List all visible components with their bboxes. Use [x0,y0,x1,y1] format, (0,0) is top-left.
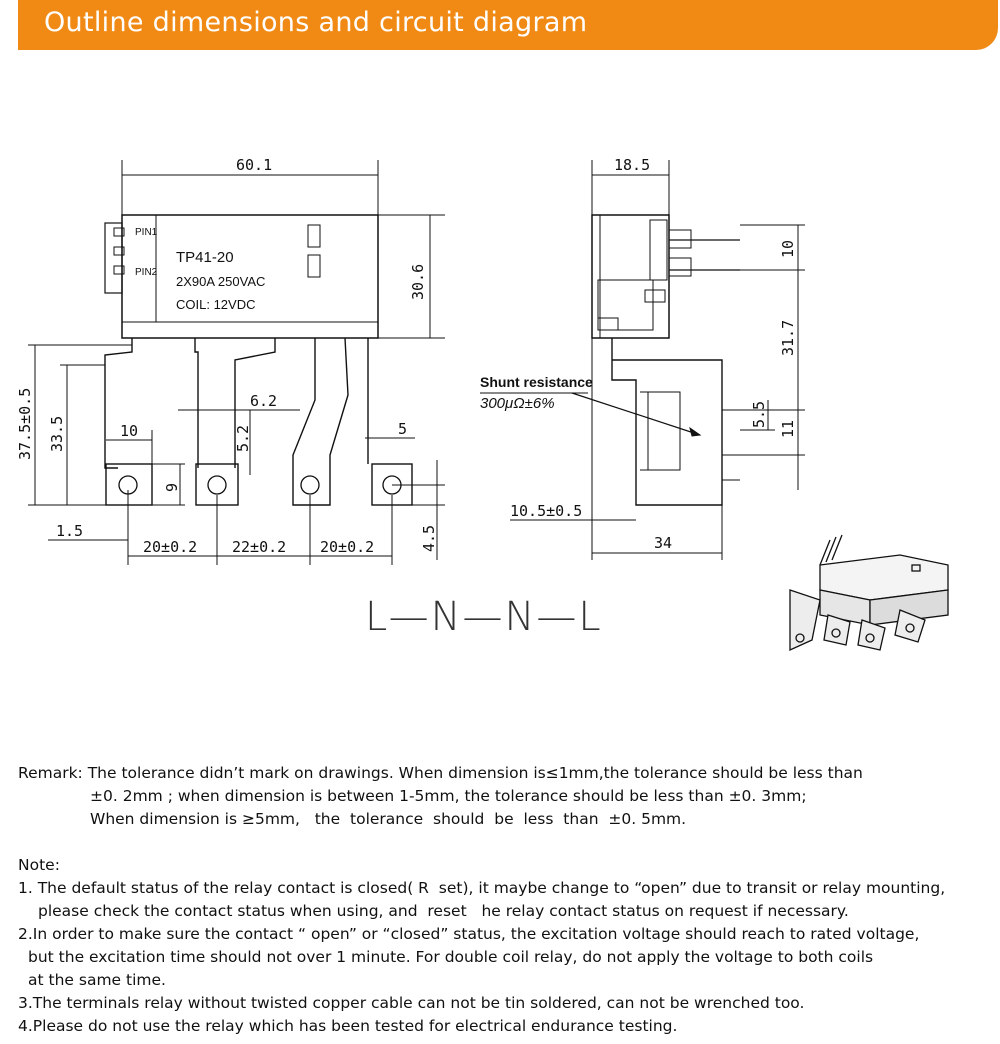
notes-heading: Note: [18,856,60,874]
shunt-label: Shunt resistance [480,374,593,390]
dim-pitch-3: 20±0.2 [320,538,375,556]
dim-33-5: 33.5 [48,415,66,452]
relay-3d-sketch [790,535,948,650]
pin1-label: PIN1 [135,227,158,238]
dim-37-5: 37.5±0.5 [16,387,34,460]
dim-10-side: 10 [779,239,797,258]
dim-34: 34 [654,534,673,552]
side-terminal [612,338,722,505]
dim-4-5: 4.5 [420,524,438,552]
note-2a: 2.In order to make sure the contact “ open” or “closed” status, the excitation voltage should reach to rated voltage, [18,925,920,943]
dim-9: 9 [163,482,181,492]
dim-pitch-1: 20±0.2 [143,538,198,556]
dim-5-5: 5.5 [750,400,768,428]
circuit-label: L—N—N—L [365,594,603,640]
dim-pitch-2: 22±0.2 [232,538,287,556]
terminal-1 [106,464,152,505]
side-body [592,215,669,338]
note-1b: please check the contact status when using, and reset he relay contact status on request if necessary. [38,902,849,920]
dim-10-front: 10 [120,422,139,440]
remark-line-2: ±0. 2mm ; when dimension is between 1-5mm, the tolerance should be less than ±0. 3mm; [90,787,807,805]
dim-6-2: 6.2 [250,392,278,410]
remark-line-1: Remark: The tolerance didn’t mark on drawings. When dimension is≤1mm,the tolerance should be less than [18,764,863,782]
remark-line-3: When dimension is ≥5mm, the tolerance should be less than ±0. 5mm. [90,810,687,828]
note-2c: at the same time. [28,971,166,989]
model-label: TP41-20 [176,249,234,266]
pin2-label: PIN2 [135,267,158,278]
terminal-3 [293,338,348,505]
shunt-value: 300μΩ±6% [480,395,555,412]
remark-block [18,762,993,831]
side-view [480,156,805,560]
dim-1-5: 1.5 [56,522,84,540]
notes-block [18,854,993,1038]
note-2b: but the excitation time should not over 1 minute. For double coil relay, do not apply the voltage to both coils [28,948,874,966]
note-4: 4.Please do not use the relay which has been tested for electrical endurance testing. [18,1017,678,1035]
front-view [16,156,445,565]
page-title: Outline dimensions and circuit diagram [44,7,588,38]
note-1a: 1. The default status of the relay contact is closed( R set), it maybe change to “open” due to transit or relay mounting, [18,879,946,897]
dim-10-5: 10.5±0.5 [510,502,583,520]
dim-31-7: 31.7 [779,319,797,356]
dim-11: 11 [779,419,797,438]
dim-60-1: 60.1 [236,156,273,174]
dim-5-2: 5.2 [234,424,252,452]
dim-18-5: 18.5 [614,156,651,174]
dim-30-6: 30.6 [409,263,427,300]
rating-label: 2X90A 250VAC [176,274,266,289]
coil-label: COIL: 12VDC [176,297,256,312]
dim-5-front: 5 [398,420,408,438]
note-3: 3.The terminals relay without twisted copper cable can not be tin soldered, can not be wrenched too. [18,994,805,1012]
